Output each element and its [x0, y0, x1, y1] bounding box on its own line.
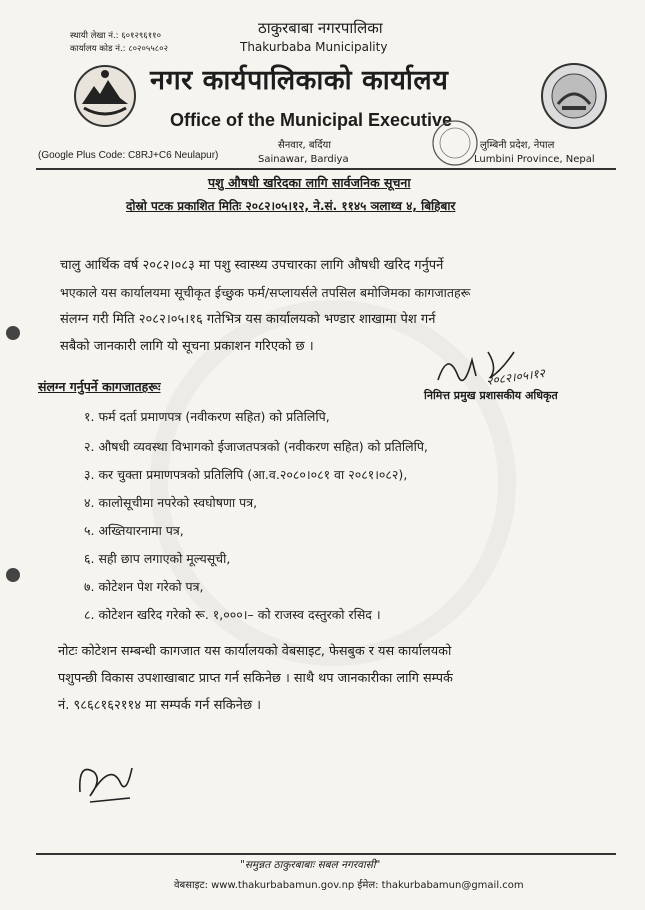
signature-date: २०८२।०५।१२	[485, 365, 546, 389]
office-name-nepali: ठाकुरबाबा नगरपालिका	[258, 19, 383, 37]
body-line-2: भएकाले यस कार्यालयमा सूचीकृत ईच्छुक फर्म/सप्लायर्सले तपसिल बमोजिमका कागजातहरू	[60, 285, 471, 300]
body-line-4: सबैको जानकारी लागि यो सूचना प्रकाशन गरिएको छ ।	[60, 339, 314, 354]
body-line-1: चालु आर्थिक वर्ष २०८२।०८३ मा पशु स्वास्थ्य उपचारका लागि औषधी खरिद गर्नुपर्ने	[60, 258, 444, 273]
office-code: कार्यालय कोड नं.: ८०२०५५८०२	[70, 44, 169, 54]
document-item: ४. कालोसूचीमा नपरेको स्वघोषणा पत्र,	[84, 495, 258, 510]
footer-contact: वेबसाइट: www.thakurbabamun.gov.np ईमेल: thakurbabamun@gmail.com	[174, 880, 524, 891]
publication-date-line: दोस्रो पटक प्रकाशित मितिः २०८२।०५।१२, ने.सं. ११४५ ञलाथ्व ४, बिहिबार	[126, 199, 456, 213]
office-name-english: Thakurbaba Municipality	[240, 40, 388, 54]
location-english: Sainawar, Bardiya	[258, 154, 349, 165]
location-nepali: सैनवार, बर्दिया	[278, 140, 331, 151]
document-item: ३. कर चुक्ता प्रमाणपत्रको प्रतिलिपि (आ.व.२०८०।०८१ वा २०८१।०८२),	[84, 467, 408, 482]
note-line-2: पशुपन्छी विकास उपशाखाबाट प्राप्त गर्न सकिनेछ । साथै थप जानकारीका लागि सम्पर्क	[58, 671, 453, 686]
document-item: ७. कोटेशन पेश गरेको पत्र,	[84, 579, 204, 594]
documents-heading: संलग्न गर्नुपर्ने कागजातहरूः	[38, 379, 161, 394]
document-item: ६. सही छाप लगाएको मूल्यसूची,	[84, 551, 231, 566]
nepal-emblem-logo	[70, 60, 140, 130]
main-title-english: Office of the Municipal Executive	[170, 110, 453, 130]
office-stamp	[420, 118, 490, 168]
document-item: २. औषधी व्यवस्था विभागको ईजाजतपत्रको (नवीकरण सहित) को प्रतिलिपि,	[84, 439, 428, 454]
punch-hole	[6, 568, 20, 582]
officer-designation: निमित्त प्रमुख प्रशासकीय अधिकृत	[424, 389, 558, 402]
note-line-3: नं. ९८६८१६२११४ मा सम्पर्क गर्न सकिनेछ ।	[58, 698, 262, 713]
body-line-3: संलग्न गरी मिति २०८२।०५।१६ गतेभित्र यस कार्यालयको भण्डार शाखामा पेश गर्न	[60, 312, 436, 327]
plus-code: (Google Plus Code: C8RJ+C6 Neulapur)	[38, 150, 219, 161]
province-nepali: लुम्बिनी प्रदेश, नेपाल	[480, 140, 555, 151]
footer-slogan: "समुन्नत ठाकुरबाबाः सबल नगरवासी"	[240, 859, 381, 871]
main-title-nepali: नगर कार्यपालिकाको कार्यालय	[150, 65, 449, 96]
notice-title: पशु औषधी खरिदका लागि सार्वजनिक सूचना	[208, 175, 411, 190]
document-item: १. फर्म दर्ता प्रमाणपत्र (नवीकरण सहित) को प्रतिलिपि,	[84, 409, 330, 424]
header-divider	[36, 168, 616, 170]
punch-hole	[6, 326, 20, 340]
note-line-1: नोटः कोटेशन सम्बन्धी कागजात यस कार्यालयको वेबसाइट, फेसबुक र यस कार्यालयको	[58, 644, 452, 659]
document-item: ८. कोटेशन खरिद गरेको रू. १,०००।– को राजस्व दस्तुरको रसिद ।	[84, 607, 381, 622]
ref-number: स्थायी लेखा नं.: ६०१२९६११०	[70, 31, 161, 41]
municipality-seal-logo	[538, 60, 610, 132]
initial-signature	[70, 752, 150, 812]
footer-divider	[36, 853, 616, 855]
province-english: Lumbini Province, Nepal	[474, 154, 595, 165]
document-item: ५. अख्तियारनामा पत्र,	[84, 523, 184, 538]
